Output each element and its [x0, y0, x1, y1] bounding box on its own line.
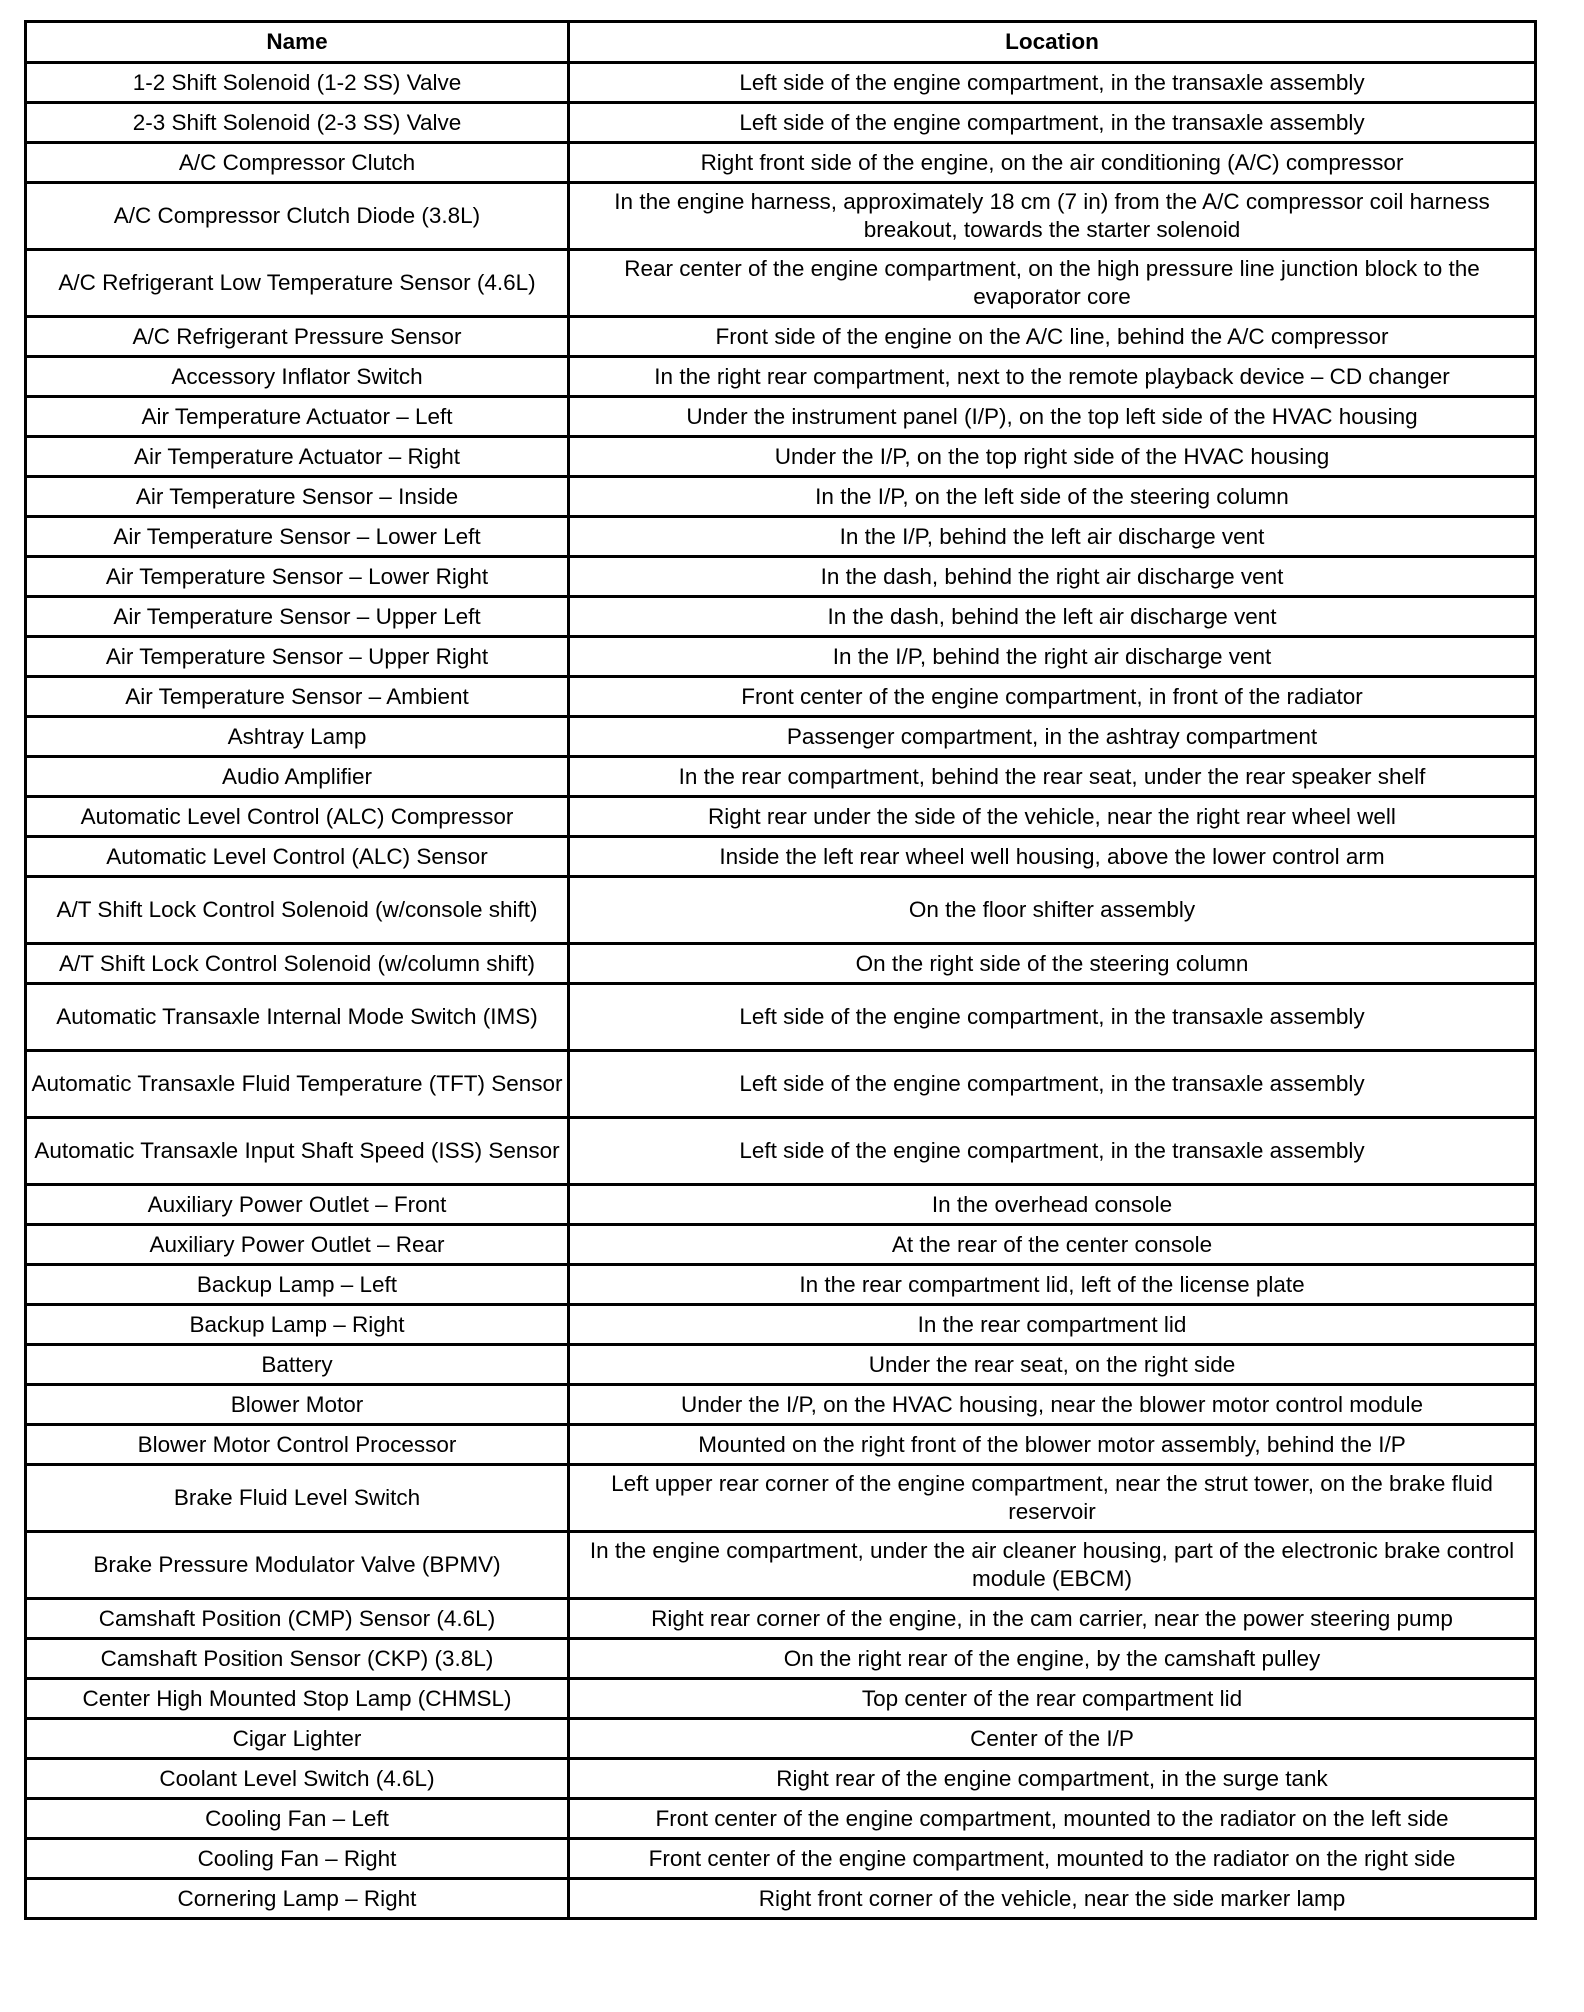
table-row: [26, 984, 1536, 1051]
location-cell: In the rear compartment lid: [569, 1305, 1536, 1345]
name-cell: Cooling Fan – Left: [26, 1799, 569, 1839]
table-row: [26, 250, 1536, 317]
name-cell: Automatic Transaxle Fluid Temperature (TFT) Sensor: [26, 1051, 569, 1118]
table-row: [26, 837, 1536, 877]
location-cell: Front center of the engine compartment, mounted to the radiator on the left side: [569, 1799, 1536, 1839]
location-cell: Under the rear seat, on the right side: [569, 1345, 1536, 1385]
location-cell: On the floor shifter assembly: [569, 877, 1536, 944]
name-cell: Auxiliary Power Outlet – Rear: [26, 1225, 569, 1265]
location-column-header: Location: [569, 22, 1536, 63]
location-cell: Mounted on the right front of the blower motor assembly, behind the I/P: [569, 1425, 1536, 1465]
name-cell: Cigar Lighter: [26, 1719, 569, 1759]
name-cell: Air Temperature Actuator – Right: [26, 437, 569, 477]
name-cell: Camshaft Position Sensor (CKP) (3.8L): [26, 1639, 569, 1679]
name-cell: Air Temperature Sensor – Ambient: [26, 677, 569, 717]
name-cell: Air Temperature Sensor – Upper Left: [26, 597, 569, 637]
name-cell: Automatic Transaxle Internal Mode Switch (IMS): [26, 984, 569, 1051]
location-cell: In the I/P, behind the left air discharge vent: [569, 517, 1536, 557]
name-cell: Air Temperature Actuator – Left: [26, 397, 569, 437]
location-cell: Left side of the engine compartment, in the transaxle assembly: [569, 1051, 1536, 1118]
location-cell: Under the instrument panel (I/P), on the top left side of the HVAC housing: [569, 397, 1536, 437]
component-location-table: [24, 20, 1537, 1920]
name-cell: Blower Motor: [26, 1385, 569, 1425]
location-cell: Left side of the engine compartment, in the transaxle assembly: [569, 63, 1536, 103]
table-row: [26, 944, 1536, 984]
table-row: [26, 437, 1536, 477]
location-cell: On the right rear of the engine, by the camshaft pulley: [569, 1639, 1536, 1679]
table-row: [26, 1265, 1536, 1305]
location-cell: Left side of the engine compartment, in the transaxle assembly: [569, 984, 1536, 1051]
table-row: [26, 1305, 1536, 1345]
name-cell: Battery: [26, 1345, 569, 1385]
location-cell: Right front corner of the vehicle, near the side marker lamp: [569, 1879, 1536, 1919]
name-cell: A/C Compressor Clutch: [26, 143, 569, 183]
name-cell: Cooling Fan – Right: [26, 1839, 569, 1879]
table-row: [26, 1425, 1536, 1465]
location-cell: Right rear corner of the engine, in the cam carrier, near the power steering pump: [569, 1599, 1536, 1639]
table-row: [26, 1532, 1536, 1599]
name-cell: Cornering Lamp – Right: [26, 1879, 569, 1919]
name-cell: Automatic Level Control (ALC) Compressor: [26, 797, 569, 837]
table-row: [26, 557, 1536, 597]
location-cell: Inside the left rear wheel well housing, above the lower control arm: [569, 837, 1536, 877]
location-cell: In the rear compartment lid, left of the license plate: [569, 1265, 1536, 1305]
name-cell: Air Temperature Sensor – Inside: [26, 477, 569, 517]
location-cell: Left upper rear corner of the engine compartment, near the strut tower, on the brake fluid reservoir: [569, 1465, 1536, 1532]
table-row: [26, 1719, 1536, 1759]
name-cell: 2-3 Shift Solenoid (2-3 SS) Valve: [26, 103, 569, 143]
component-location-table-container: [24, 20, 1534, 1920]
name-cell: Center High Mounted Stop Lamp (CHMSL): [26, 1679, 569, 1719]
name-cell: Accessory Inflator Switch: [26, 357, 569, 397]
table-row: [26, 1879, 1536, 1919]
name-cell: Brake Fluid Level Switch: [26, 1465, 569, 1532]
name-cell: Backup Lamp – Right: [26, 1305, 569, 1345]
location-cell: Left side of the engine compartment, in the transaxle assembly: [569, 103, 1536, 143]
header-row: [26, 22, 1536, 63]
table-row: [26, 797, 1536, 837]
location-cell: Center of the I/P: [569, 1719, 1536, 1759]
location-cell: In the overhead console: [569, 1185, 1536, 1225]
name-cell: Automatic Level Control (ALC) Sensor: [26, 837, 569, 877]
table-row: [26, 1599, 1536, 1639]
name-cell: Audio Amplifier: [26, 757, 569, 797]
location-cell: Rear center of the engine compartment, on the high pressure line junction block to the evaporator core: [569, 250, 1536, 317]
location-cell: In the I/P, on the left side of the steering column: [569, 477, 1536, 517]
name-cell: Auxiliary Power Outlet – Front: [26, 1185, 569, 1225]
table-row: [26, 1051, 1536, 1118]
name-cell: Backup Lamp – Left: [26, 1265, 569, 1305]
location-cell: At the rear of the center console: [569, 1225, 1536, 1265]
table-row: [26, 1839, 1536, 1879]
location-cell: Front side of the engine on the A/C line, behind the A/C compressor: [569, 317, 1536, 357]
table-row: [26, 397, 1536, 437]
name-cell: Blower Motor Control Processor: [26, 1425, 569, 1465]
table-row: [26, 1799, 1536, 1839]
table-row: [26, 1385, 1536, 1425]
location-cell: Front center of the engine compartment, in front of the radiator: [569, 677, 1536, 717]
name-cell: Air Temperature Sensor – Lower Left: [26, 517, 569, 557]
name-cell: Air Temperature Sensor – Lower Right: [26, 557, 569, 597]
location-cell: Front center of the engine compartment, mounted to the radiator on the right side: [569, 1839, 1536, 1879]
name-cell: Air Temperature Sensor – Upper Right: [26, 637, 569, 677]
location-cell: Under the I/P, on the HVAC housing, near the blower motor control module: [569, 1385, 1536, 1425]
location-cell: In the right rear compartment, next to the remote playback device – CD changer: [569, 357, 1536, 397]
table-row: [26, 63, 1536, 103]
table-row: [26, 1639, 1536, 1679]
table-row: [26, 1185, 1536, 1225]
location-cell: Left side of the engine compartment, in the transaxle assembly: [569, 1118, 1536, 1185]
location-cell: In the engine compartment, under the air cleaner housing, part of the electronic brake control module (EBCM): [569, 1532, 1536, 1599]
name-cell: Coolant Level Switch (4.6L): [26, 1759, 569, 1799]
name-cell: Brake Pressure Modulator Valve (BPMV): [26, 1532, 569, 1599]
table-row: [26, 677, 1536, 717]
name-cell: A/C Refrigerant Pressure Sensor: [26, 317, 569, 357]
table-row: [26, 143, 1536, 183]
name-cell: A/C Refrigerant Low Temperature Sensor (4.6L): [26, 250, 569, 317]
table-row: [26, 183, 1536, 250]
location-cell: Passenger compartment, in the ashtray compartment: [569, 717, 1536, 757]
location-cell: In the rear compartment, behind the rear seat, under the rear speaker shelf: [569, 757, 1536, 797]
name-cell: A/T Shift Lock Control Solenoid (w/column shift): [26, 944, 569, 984]
name-cell: A/T Shift Lock Control Solenoid (w/console shift): [26, 877, 569, 944]
table-row: [26, 637, 1536, 677]
table-row: [26, 1759, 1536, 1799]
name-column-header: Name: [26, 22, 569, 63]
location-cell: Right rear under the side of the vehicle, near the right rear wheel well: [569, 797, 1536, 837]
name-cell: Ashtray Lamp: [26, 717, 569, 757]
table-row: [26, 1225, 1536, 1265]
location-cell: Right rear of the engine compartment, in the surge tank: [569, 1759, 1536, 1799]
table-row: [26, 103, 1536, 143]
location-cell: In the I/P, behind the right air discharge vent: [569, 637, 1536, 677]
table-row: [26, 717, 1536, 757]
table-row: [26, 517, 1536, 557]
name-cell: Camshaft Position (CMP) Sensor (4.6L): [26, 1599, 569, 1639]
name-cell: A/C Compressor Clutch Diode (3.8L): [26, 183, 569, 250]
table-row: [26, 317, 1536, 357]
table-row: [26, 877, 1536, 944]
table-row: [26, 757, 1536, 797]
table-row: [26, 1465, 1536, 1532]
location-cell: Under the I/P, on the top right side of the HVAC housing: [569, 437, 1536, 477]
location-cell: Top center of the rear compartment lid: [569, 1679, 1536, 1719]
table-row: [26, 357, 1536, 397]
location-cell: In the dash, behind the right air discharge vent: [569, 557, 1536, 597]
table-row: [26, 1679, 1536, 1719]
name-cell: 1-2 Shift Solenoid (1-2 SS) Valve: [26, 63, 569, 103]
table-row: [26, 597, 1536, 637]
table-row: [26, 1345, 1536, 1385]
table-row: [26, 477, 1536, 517]
name-cell: Automatic Transaxle Input Shaft Speed (ISS) Sensor: [26, 1118, 569, 1185]
location-cell: On the right side of the steering column: [569, 944, 1536, 984]
location-cell: Right front side of the engine, on the air conditioning (A/C) compressor: [569, 143, 1536, 183]
location-cell: In the engine harness, approximately 18 cm (7 in) from the A/C compressor coil harness breakout, towards the starter solenoid: [569, 183, 1536, 250]
location-cell: In the dash, behind the left air discharge vent: [569, 597, 1536, 637]
table-row: [26, 1118, 1536, 1185]
